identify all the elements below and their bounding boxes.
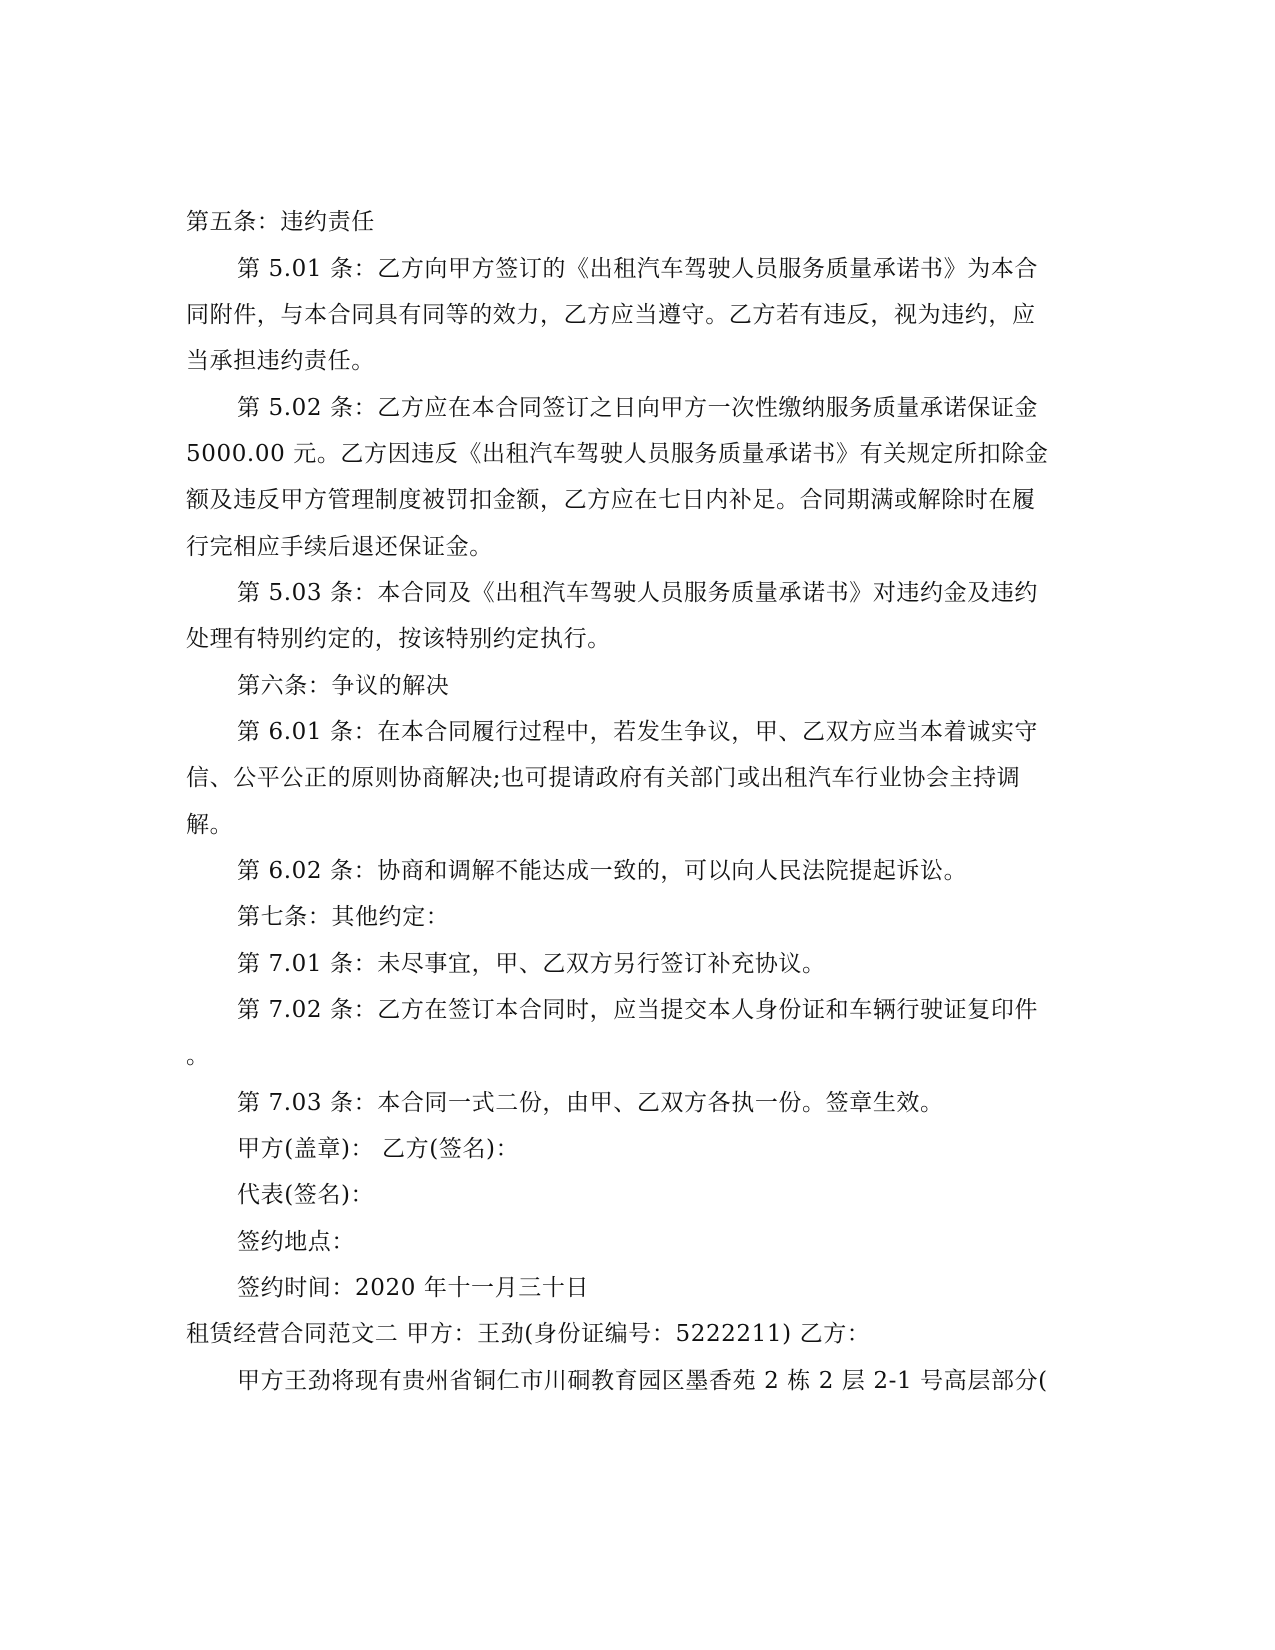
clause-5-02-line-3: 额及违反甲方管理制度被罚扣金额，乙方应在七日内补足。合同期满或解除时在履 — [186, 487, 1036, 513]
signing-place: 签约地点： — [237, 1229, 355, 1255]
signature-parties: 甲方(盖章)： 乙方(签名)： — [237, 1136, 520, 1162]
clause-6-01-line-2: 信、公平公正的原则协商解决;也可提请政府有关部门或出租汽车行业协会主持调 — [186, 765, 1021, 791]
sample-contract-two-heading: 租赁经营合同范文二 甲方：王劲(身份证编号：5222211) 乙方： — [186, 1321, 871, 1347]
clause-6-01-line-3: 解。 — [186, 812, 234, 838]
sample-contract-two-intro: 甲方王劲将现有贵州省铜仁市川硐教育园区墨香苑 2 栋 2 层 2-1 号高层部分( — [237, 1368, 1048, 1394]
signing-date: 签约时间：2020 年十一月三十日 — [237, 1275, 590, 1301]
clause-5-02-line-4: 行完相应手续后退还保证金。 — [186, 534, 493, 560]
clause-5-01-line-2: 同附件，与本合同具有同等的效力，乙方应当遵守。乙方若有违反，视为违约，应 — [186, 302, 1036, 328]
clause-7-02-line-1: 第 7.02 条：乙方在签订本合同时，应当提交本人身份证和车辆行驶证复印件 — [237, 997, 1039, 1023]
clause-6-02: 第 6.02 条：协商和调解不能达成一致的，可以向人民法院提起诉讼。 — [237, 858, 968, 884]
clause-5-01-line-3: 当承担违约责任。 — [186, 348, 375, 374]
article-6-heading: 第六条：争议的解决 — [237, 673, 450, 699]
clause-5-03-line-2: 处理有特别约定的，按该特别约定执行。 — [186, 626, 611, 652]
representative-signature: 代表(签名)： — [237, 1182, 375, 1208]
clause-6-01-line-1: 第 6.01 条：在本合同履行过程中，若发生争议，甲、乙双方应当本着诚实守 — [237, 719, 1039, 745]
clause-7-01: 第 7.01 条：未尽事宜，甲、乙双方另行签订补充协议。 — [237, 951, 826, 977]
clause-7-02-line-2: 。 — [186, 1043, 210, 1069]
clause-5-03-line-1: 第 5.03 条：本合同及《出租汽车驾驶人员服务质量承诺书》对违约金及违约 — [237, 580, 1039, 606]
article-7-heading: 第七条：其他约定： — [237, 904, 450, 930]
clause-5-01-line-1: 第 5.01 条：乙方向甲方签订的《出租汽车驾驶人员服务质量承诺书》为本合 — [237, 256, 1039, 282]
clause-7-03: 第 7.03 条：本合同一式二份，由甲、乙双方各执一份。签章生效。 — [237, 1090, 944, 1116]
clause-5-02-line-2: 5000.00 元。乙方因违反《出租汽车驾驶人员服务质量承诺书》有关规定所扣除金 — [186, 441, 1049, 467]
clause-5-02-line-1: 第 5.02 条：乙方应在本合同签订之日向甲方一次性缴纳服务质量承诺保证金 — [237, 395, 1039, 421]
article-5-heading: 第五条：违约责任 — [186, 209, 375, 235]
